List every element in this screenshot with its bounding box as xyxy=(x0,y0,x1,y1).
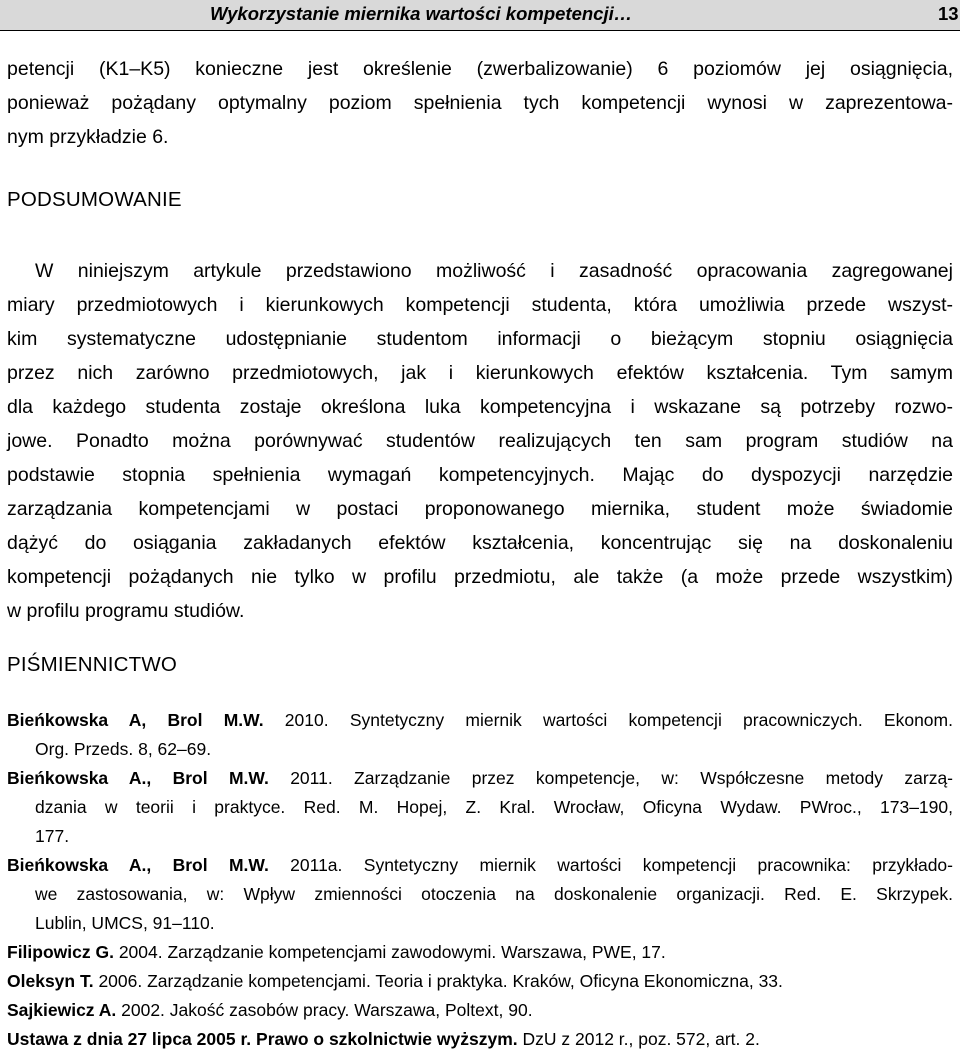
reference-authors: Bieńkowska A, Brol M.W. xyxy=(7,710,264,730)
page-number: 13 xyxy=(938,3,959,24)
paragraph-line: przez nich zarówno przedmiotowych, jak i kierunkowych efektów kształcenia. Tym samym xyxy=(7,362,953,384)
running-header xyxy=(0,0,960,31)
reference-text: 2002. Jakość zasobów pracy. Warszawa, Poltext, 90. xyxy=(116,1000,533,1020)
reference-authors: Ustawa z dnia 27 lipca 2005 r. Prawo o szkolnictwie wyższym. xyxy=(7,1029,518,1049)
paragraph-line: zarządzania kompetencjami w postaci proponowanego miernika, student może świadomie xyxy=(7,498,953,520)
reference-text: 177. xyxy=(35,826,70,846)
section-heading-bibliography: PIŚMIENNICTWO xyxy=(7,653,178,676)
reference-text: dzania w teorii i praktyce. Red. M. Hopej, Z. Kral. Wrocław, Oficyna Wydaw. PWroc., 173–190, xyxy=(35,797,953,817)
paragraph-line: petencji (K1–K5) konieczne jest określenie (zwerbalizowanie) 6 poziomów jej osiągnięcia, xyxy=(7,58,953,80)
paragraph-line: ponieważ pożądany optymalny poziom spełnienia tych kompetencji wynosi w zaprezentowa- xyxy=(7,92,953,114)
summary-paragraph xyxy=(7,254,953,628)
paragraph-line: W niniejszym artykule przedstawiono możliwość i zasadność opracowania zagregowanej xyxy=(35,260,953,282)
reference-text: 2011. Zarządzanie przez kompetencje, w: Współczesne metody zarzą- xyxy=(268,768,953,788)
reference-text: Lublin, UMCS, 91–110. xyxy=(35,913,215,933)
paragraph-line: kompetencji pożądanych nie tylko w profilu przedmiotu, ale także (a może przede wszystkim) xyxy=(7,566,953,588)
reference-text: Org. Przeds. 8, 62–69. xyxy=(35,739,212,759)
reference-authors: Bieńkowska A., Brol M.W. xyxy=(7,855,269,875)
reference-authors: Filipowicz G. xyxy=(7,942,114,962)
paragraph-line: miary przedmiotowych i kierunkowych kompetencji studenta, która umożliwia przede wszyst- xyxy=(7,294,953,316)
reference-entry xyxy=(7,967,953,996)
paragraph-line: podstawie stopnia spełnienia wymagań kompetencyjnych. Mając do dyspozycji narzędzie xyxy=(7,464,953,486)
reference-text: 2004. Zarządzanie kompetencjami zawodowymi. Warszawa, PWE, 17. xyxy=(113,942,666,962)
paragraph-line: dążyć do osiągania zakładanych efektów kształcenia, koncentrując się na doskonaleniu xyxy=(7,532,953,554)
running-title: Wykorzystanie miernika wartości kompetencji… xyxy=(210,3,633,24)
reference-authors: Bieńkowska A., Brol M.W. xyxy=(7,768,269,788)
reference-entry xyxy=(7,938,953,967)
reference-text: DzU z 2012 r., poz. 572, art. 2. xyxy=(517,1029,760,1049)
reference-authors: Oleksyn T. xyxy=(7,971,94,991)
reference-entry xyxy=(7,764,953,851)
paragraph-line: kim systematyczne udostępnianie studentom informacji o bieżącym stopniu osiągnięcia xyxy=(7,328,953,350)
reference-entry xyxy=(7,996,953,1025)
reference-entry xyxy=(7,1025,953,1054)
reference-text: 2011a. Syntetyczny miernik wartości kompetencji pracownika: przykłado- xyxy=(268,855,953,875)
reference-authors: Sajkiewicz A. xyxy=(7,1000,117,1020)
reference-entry xyxy=(7,706,953,764)
reference-list xyxy=(7,706,953,1054)
paragraph-line: jowe. Ponadto można porównywać studentów realizujących ten sam program studiów na xyxy=(7,430,953,452)
intro-paragraph xyxy=(7,52,953,154)
reference-entry xyxy=(7,851,953,938)
paragraph-line: nym przykładzie 6. xyxy=(7,126,169,148)
paragraph-line: dla każdego studenta zostaje określona luka kompetencyjna i wskazane są potrzeby rozwo- xyxy=(7,396,953,418)
paragraph-line: w profilu programu studiów. xyxy=(7,600,245,622)
reference-text: we zastosowania, w: Wpływ zmienności otoczenia na doskonalenie organizacji. Red. E. Skrzypek. xyxy=(35,884,953,904)
reference-text: 2010. Syntetyczny miernik wartości kompetencji pracowniczych. Ekonom. xyxy=(263,710,953,730)
section-heading-summary: PODSUMOWANIE xyxy=(7,188,182,211)
reference-text: 2006. Zarządzanie kompetencjami. Teoria i praktyka. Kraków, Oficyna Ekonomiczna, 33. xyxy=(93,971,783,991)
